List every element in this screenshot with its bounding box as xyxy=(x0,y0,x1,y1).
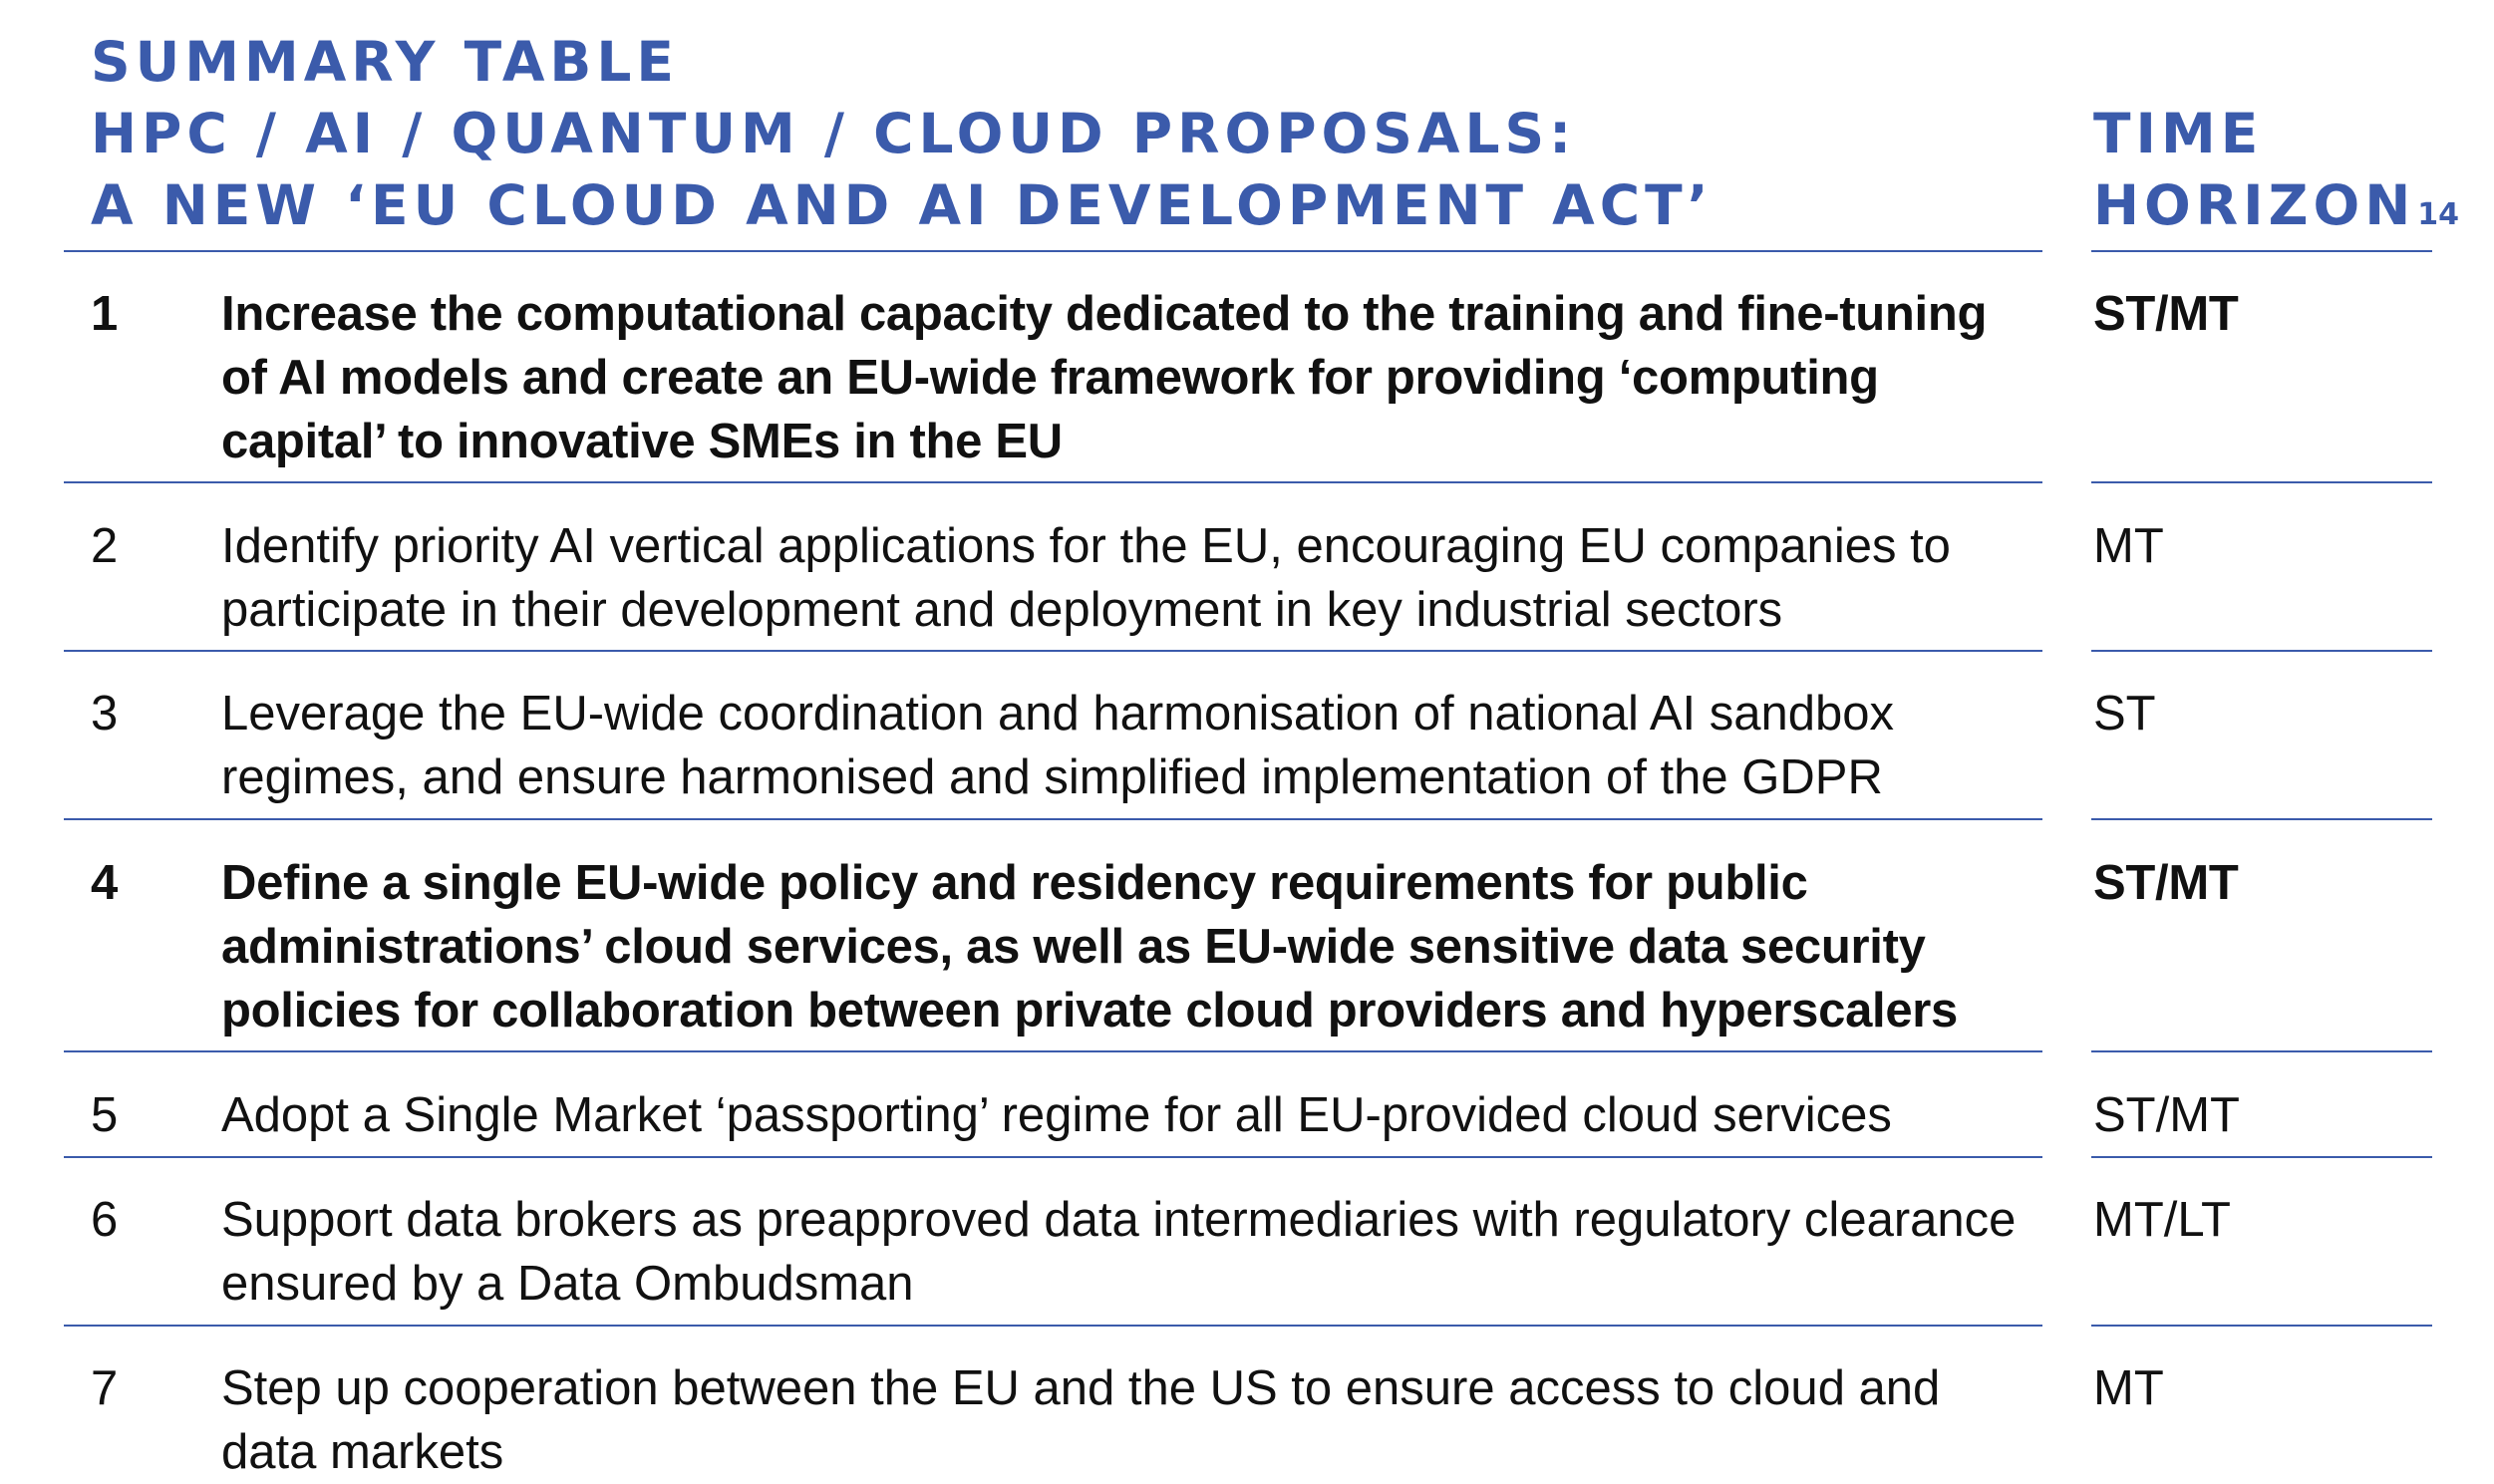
row-divider-right xyxy=(2091,1156,2432,1158)
row-proposal: Adopt a Single Market ‘passporting’ regime for all EU-provided cloud services xyxy=(221,1088,1892,1142)
row-divider-left xyxy=(64,1050,2042,1052)
row-horizon: ST/MT xyxy=(2093,1088,2240,1142)
row-divider-right xyxy=(2091,1050,2432,1052)
row-proposal: Identify priority AI vertical applications for the EU, encouraging EU companies to participate in their development and deployment in key industrial sectors xyxy=(221,519,1951,637)
row-proposal: Leverage the EU-wide coordination and harmonisation of national AI sandbox regimes, and ensure harmonised and simplified implementation of the GDPR xyxy=(221,687,1894,804)
row-horizon: MT/LT xyxy=(2093,1193,2231,1247)
row-number: 1 xyxy=(91,287,118,341)
title-line-3: A NEW ‘EU CLOUD AND AI DEVELOPMENT ACT’ xyxy=(91,173,1714,237)
row-proposal: Define a single EU-wide policy and residency requirements for public administrations’ cloud services, as well as EU-wide sensitive data security policies for collaboration between private cloud providers and hyperscalers xyxy=(221,856,1959,1038)
row-divider-left xyxy=(64,818,2042,820)
row-divider-right xyxy=(2091,481,2432,483)
row-horizon: ST xyxy=(2093,687,2156,741)
footnote-marker: 14 xyxy=(2417,197,2460,232)
time-horizon-word: HORIZON xyxy=(2093,173,2416,237)
row-horizon: ST/MT xyxy=(2093,856,2239,910)
row-horizon: ST/MT xyxy=(2093,287,2239,341)
table-title xyxy=(91,26,1714,241)
row-divider-left xyxy=(64,1156,2042,1158)
row-horizon: MT xyxy=(2093,1361,2164,1415)
time-horizon-line-1: TIME xyxy=(2093,102,2264,165)
row-proposal: Increase the computational capacity dedicated to the training and fine-tuning of AI models and create an EU-wide framework for providing ‘computing capital’ to innovative SMEs in the EU xyxy=(221,287,1988,468)
row-divider-left xyxy=(64,650,2042,652)
row-divider-right xyxy=(2091,650,2432,652)
row-number: 7 xyxy=(91,1361,119,1415)
row-divider-left xyxy=(64,481,2042,483)
row-number: 5 xyxy=(91,1088,119,1142)
title-line-2: HPC / AI / QUANTUM / CLOUD PROPOSALS: xyxy=(91,102,1577,165)
row-divider-left xyxy=(64,1325,2042,1327)
row-number: 2 xyxy=(91,519,119,573)
row-number: 3 xyxy=(91,687,119,741)
time-horizon-line-2 xyxy=(2093,169,2459,241)
title-line-1: SUMMARY TABLE xyxy=(91,30,679,94)
row-number: 6 xyxy=(91,1193,119,1247)
header-divider-left xyxy=(64,250,2042,252)
header-divider-right xyxy=(2091,250,2432,252)
time-horizon-heading xyxy=(2093,98,2459,241)
row-proposal: Support data brokers as preapproved data intermediaries with regulatory clearance ensured by a Data Ombudsman xyxy=(221,1193,2017,1311)
row-divider-right xyxy=(2091,818,2432,820)
table-header xyxy=(0,0,2494,249)
row-divider-right xyxy=(2091,1325,2432,1327)
row-number: 4 xyxy=(91,856,118,910)
row-horizon: MT xyxy=(2093,519,2164,573)
row-proposal: Step up cooperation between the EU and the US to ensure access to cloud and data markets xyxy=(221,1361,1941,1479)
